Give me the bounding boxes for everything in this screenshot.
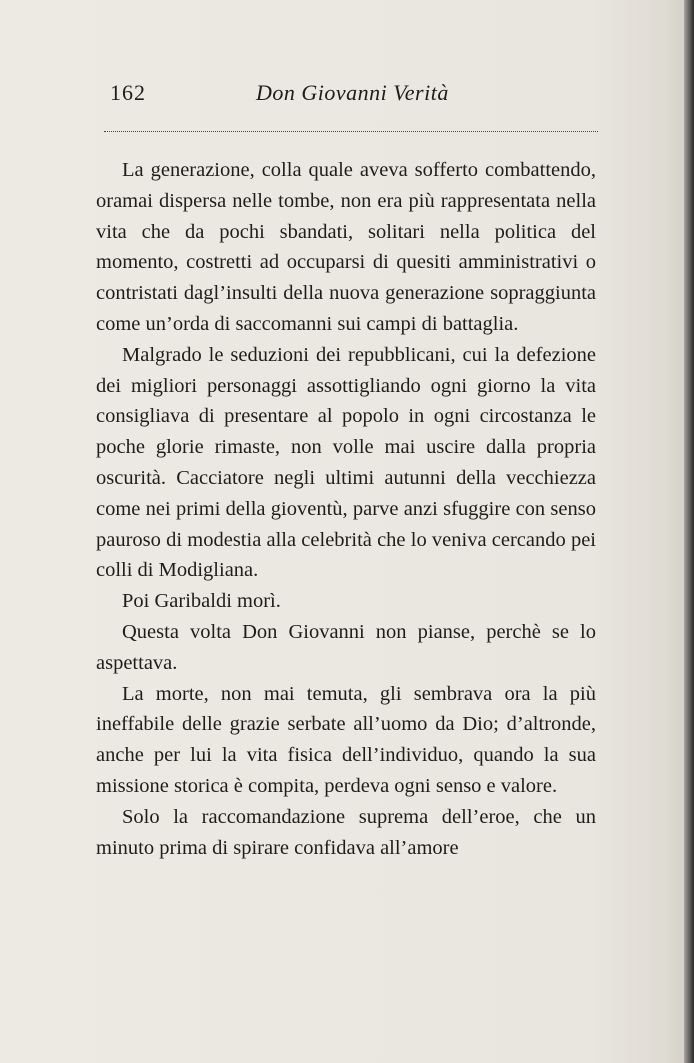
paragraph-6: Solo la raccomandazione suprema dell’eroe, che un minuto prima di spirare confidava all’amore <box>96 805 596 859</box>
paragraph-3: Poi Garibaldi morì. <box>122 590 281 613</box>
paragraph-2: Malgrado le seduzioni dei repubblicani, cui la defezione dei migliori personaggi assottigliando ogni giorno la vita consigliava di presentare al popolo in ogni circostanza le poche glorie rimaste, non volle mai uscire dalla propria oscurità. Cacciatore negli ultimi autunni della vecchiezza come nei primi della gioventù, parve anzi sfuggire con senso pauroso di modestia alla celebrità che lo veniva cercando pei colli di Modigliana. <box>96 343 596 582</box>
page-header <box>106 80 592 114</box>
paragraph-4: Questa volta Don Giovanni non pianse, perchè se lo aspettava. <box>96 620 596 674</box>
paragraph-1: La generazione, colla quale aveva sofferto combattendo, oramai dispersa nelle tombe, non era più rappresentata nella vita che da pochi sbandati, solitari nella politica del momento, costretti ad occuparsi di quesiti amministrativi o contristati dagl’insulti della nuova generazione sopraggiunta come un’orda di saccomanni sui campi di battaglia. <box>96 159 596 335</box>
header-rule <box>104 131 598 132</box>
body-text <box>96 155 596 863</box>
page-number: 162 <box>110 80 146 105</box>
page-edge-shadow <box>684 0 694 1063</box>
paragraph-5: La morte, non mai temuta, gli sembrava ora la più ineffabile delle grazie serbate all’uomo da Dio; d’altronde, anche per lui la vita fisica dell’individuo, quando la sua missione storica è compita, perdeva ogni senso e valore. <box>96 682 596 797</box>
running-title: Don Giovanni Verità <box>256 80 449 105</box>
